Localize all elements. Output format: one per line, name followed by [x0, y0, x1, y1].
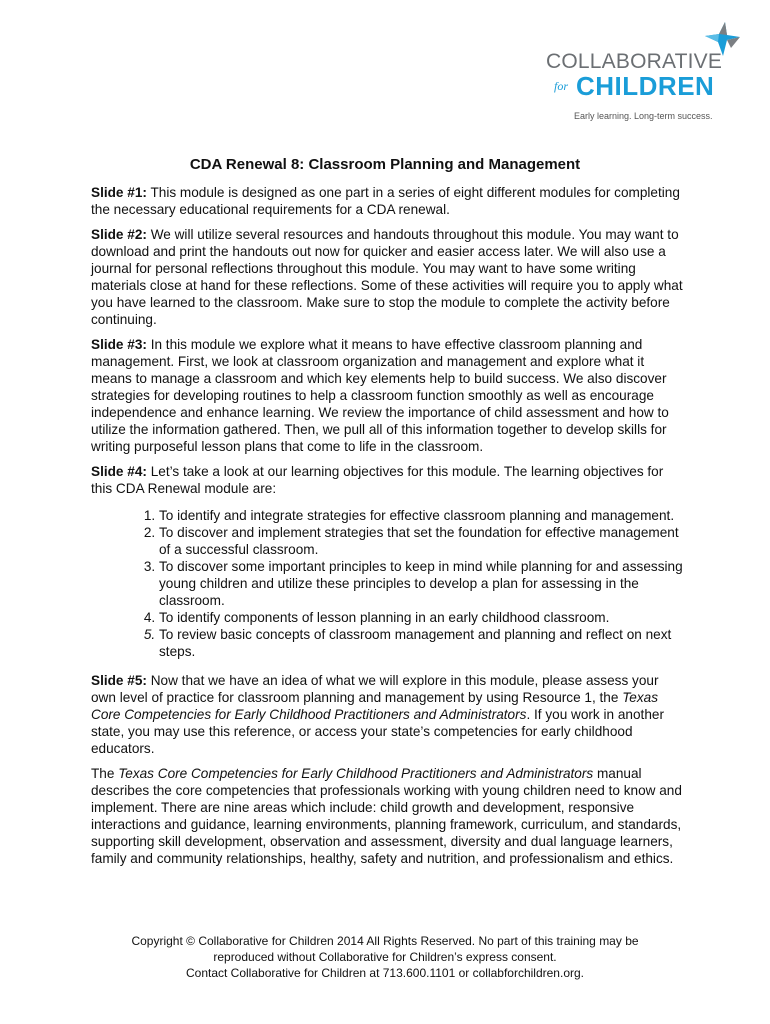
- logo-for-text: for: [554, 79, 569, 93]
- texas-competencies-paragraph: [91, 765, 686, 867]
- footer-line-3: Contact Collaborative for Children at 713.600.1101 or collabforchildren.org.: [185, 966, 584, 980]
- slide-2-label: Slide #2:: [91, 227, 147, 242]
- slide-4-text: Let’s take a look at our learning objectives for this module. The learning objectives for this CDA Renewal module are:: [91, 464, 664, 496]
- objective-item: 1. To identify and integrate strategies for effective classroom planning and management.: [159, 507, 686, 524]
- slide-3-paragraph: [91, 336, 686, 455]
- footer-line-1: Copyright © Collaborative for Children 2014 All Rights Reserved. No part of this training may be: [131, 934, 639, 948]
- slide-3-text: In this module we explore what it means to have effective classroom planning and management. First, we look at classroom organization and management and explore what it means to manage a classroom and which key elements help to build success. We also discover strategies for developing routines to help a classroom function smoothly as well as encourage independence and enhance learning. We review the importance of child assessment and how to utilize the information gathered. Then, we pull all of this information together to develop skills for writing purposeful lesson plans that come to life in the classroom.: [91, 337, 669, 454]
- slide-1-label: Slide #1:: [91, 185, 147, 200]
- slide-5-paragraph: [91, 672, 686, 757]
- slide-1-paragraph: [91, 184, 686, 218]
- slide-4-label: Slide #4:: [91, 464, 147, 479]
- slide-2-paragraph: [91, 226, 686, 328]
- texas-manual-title: Texas Core Competencies for Early Childhood Practitioners and Administrators: [118, 766, 594, 781]
- slide-5-label: Slide #5:: [91, 673, 147, 688]
- slide-5-resource-title: Texas Core Competencies for Early Childhood Practitioners and Administrators: [91, 690, 658, 722]
- slide-3-label: Slide #3:: [91, 337, 147, 352]
- document-body: [91, 184, 686, 875]
- objective-item: 3. To discover some important principles to keep in mind while planning for and assessing young children and utilize these principles to develop a plan for assessing in the classroom.: [159, 558, 686, 609]
- logo-collaborative-text: COLLABORATIVE: [546, 50, 723, 73]
- objective-item: 2. To discover and implement strategies that set the foundation for effective management of a successful classroom.: [159, 524, 686, 558]
- logo-children-text: CHILDREN: [576, 71, 715, 101]
- slide-5-text-b: . If you work in another state, you may use this reference, or access your state’s competencies for early childhood educators.: [91, 707, 664, 756]
- learning-objectives-list: [91, 507, 686, 660]
- page-title: CDA Renewal 8: Classroom Planning and Management: [189, 156, 581, 173]
- logo-tagline: Early learning. Long-term success.: [574, 111, 713, 121]
- slide-1-text: This module is designed as one part in a series of eight different modules for completing the necessary educational requirements for a CDA renewal.: [91, 185, 680, 217]
- collaborative-for-children-logo: [540, 22, 740, 126]
- slide-5-text-a: Now that we have an idea of what we will explore in this module, please assess your own level of practice for classroom planning and management by using Resource 1, the: [91, 673, 659, 705]
- footer-line-2: reproduced without Collaborative for Children’s express consent.: [213, 950, 557, 964]
- texas-text-b: manual describes the core competencies that professionals working with young children need to know and implement. There are nine areas which include: child growth and development, responsive interactions and guidance, learning environments, planning framework, curriculum, and standards, supporting skill development, observation and assessment, diversity and dual language learners, family and community relationships, healthy, safety and nutrition, and professionalism and ethics.: [91, 766, 682, 866]
- copyright-footer: [0, 933, 770, 981]
- texas-text-a: The: [91, 766, 119, 781]
- slide-4-paragraph: [91, 463, 686, 497]
- slide-2-text: We will utilize several resources and handouts throughout this module. You may want to download and print the handouts out now for quicker and easier access later. We will also use a journal for personal reflections throughout this module. You may want to have some writing materials close at hand for these reflections. Some of these activities will require you to apply what you have learned to the classroom. Make sure to stop the module to complete the activity before continuing.: [91, 227, 683, 327]
- objective-item: 5. To review basic concepts of classroom management and planning and reflect on next steps.: [159, 626, 686, 660]
- objective-item: 4. To identify components of lesson planning in an early childhood classroom.: [159, 609, 686, 626]
